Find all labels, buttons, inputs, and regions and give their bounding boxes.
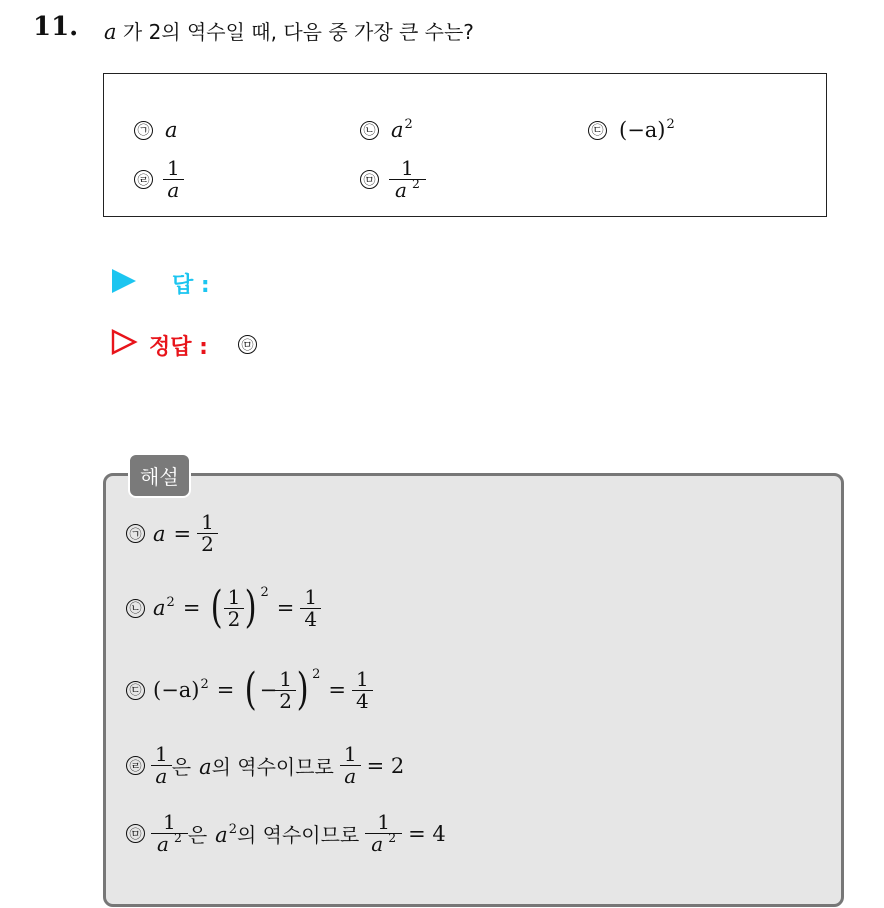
denominator-base: a bbox=[371, 832, 384, 856]
result-fraction bbox=[302, 584, 319, 631]
choice-2-base: a bbox=[391, 118, 404, 142]
denominator-exponent: 2 bbox=[173, 830, 182, 846]
paren-exponent: 2 bbox=[260, 584, 269, 600]
choice-marker-4: ㉣ bbox=[134, 170, 153, 189]
reason-text: 의 역수이므로 bbox=[211, 755, 334, 779]
solution-tag: 해설 bbox=[128, 453, 191, 498]
solution-marker-1: ㉠ bbox=[126, 524, 145, 543]
choice-4-numerator: 1 bbox=[167, 156, 180, 180]
exponent: 2 bbox=[200, 676, 209, 692]
solution-line-1 bbox=[126, 512, 216, 555]
choices-box bbox=[103, 73, 827, 217]
numerator: 1 bbox=[155, 742, 168, 766]
denominator: 4 bbox=[355, 688, 369, 713]
variable: a bbox=[199, 755, 212, 779]
denominator-exponent: 2 bbox=[388, 830, 397, 846]
question-text bbox=[104, 16, 474, 45]
solution-3-paren-group bbox=[242, 664, 321, 715]
choice-2-exponent: 2 bbox=[404, 116, 413, 132]
choice-5-denominator-base: a bbox=[395, 178, 407, 202]
numerator: 1 bbox=[279, 666, 292, 691]
denominator: 2 bbox=[201, 532, 214, 556]
choice-4-denominator: a bbox=[167, 178, 180, 202]
choice-5-fraction bbox=[391, 158, 424, 201]
choice-2[interactable] bbox=[360, 118, 413, 142]
choice-5-denominator-exponent: 2 bbox=[411, 176, 420, 192]
minus-sign: − bbox=[259, 678, 278, 702]
numerator: 1 bbox=[227, 584, 241, 609]
inner-fraction bbox=[226, 584, 243, 631]
reason-text: 의 역수이므로 bbox=[236, 823, 360, 847]
equals: = bbox=[182, 596, 201, 620]
numerator: 1 bbox=[163, 810, 176, 834]
right-paren: ) bbox=[244, 582, 257, 633]
choice-5[interactable] bbox=[360, 158, 424, 201]
solution-marker-4: ㉣ bbox=[126, 756, 145, 775]
solution-line-5 bbox=[126, 812, 446, 855]
correct-answer-value: ㉤ bbox=[238, 335, 257, 354]
equals: = bbox=[328, 678, 346, 702]
choice-marker-1: ㉠ bbox=[134, 121, 153, 140]
base: (−a) bbox=[153, 678, 200, 702]
question-text-tail: 가 2의 역수일 때, 다음 중 가장 큰 수는? bbox=[116, 20, 474, 44]
denominator: 2 bbox=[227, 606, 241, 631]
answer-arrow-icon bbox=[110, 267, 138, 295]
left-paren: ( bbox=[244, 664, 258, 715]
numerator: 1 bbox=[343, 742, 357, 766]
choice-marker-2: ㉡ bbox=[360, 121, 379, 140]
denominator: a bbox=[155, 764, 168, 788]
choice-3[interactable] bbox=[588, 118, 675, 142]
denominator: 2 bbox=[279, 688, 292, 713]
solution-1-fraction bbox=[199, 512, 216, 555]
choice-1[interactable] bbox=[134, 118, 178, 142]
exponent: 2 bbox=[166, 594, 175, 610]
solution-marker-2: ㉡ bbox=[126, 599, 145, 618]
choice-1-value: a bbox=[165, 118, 178, 142]
solution-marker-3: ㉢ bbox=[126, 681, 145, 700]
right-paren: ) bbox=[296, 664, 309, 715]
exponent: 2 bbox=[228, 821, 237, 837]
rhs-fraction bbox=[367, 812, 400, 855]
choice-5-numerator: 1 bbox=[401, 156, 414, 180]
inner-fraction bbox=[277, 666, 294, 713]
correct-arrow-icon bbox=[110, 328, 138, 356]
particle-text: 은 bbox=[187, 823, 208, 847]
choice-4-fraction bbox=[165, 158, 182, 201]
choice-4[interactable] bbox=[134, 158, 182, 201]
denominator-base: a bbox=[157, 832, 169, 856]
solution-1-lhs: a bbox=[153, 521, 166, 546]
numerator: 1 bbox=[201, 510, 214, 534]
rhs-fraction bbox=[342, 744, 359, 787]
variable: a bbox=[215, 823, 228, 847]
denominator: a bbox=[344, 764, 357, 788]
denominator: 4 bbox=[304, 606, 318, 631]
choice-marker-3: ㉢ bbox=[588, 121, 607, 140]
result-fraction bbox=[354, 666, 371, 713]
solution-line-2 bbox=[126, 582, 319, 633]
numerator: 1 bbox=[355, 666, 369, 691]
numerator: 1 bbox=[304, 584, 318, 609]
equals: = bbox=[276, 596, 295, 620]
solution-line-4 bbox=[126, 744, 404, 787]
answer-label: 답 : bbox=[172, 273, 210, 298]
question-number: 11. bbox=[33, 12, 79, 42]
lhs-fraction bbox=[153, 744, 170, 787]
choice-3-base: (−a) bbox=[619, 118, 666, 142]
solution-line-3 bbox=[126, 664, 371, 715]
solution-2-paren-group bbox=[208, 582, 269, 633]
choice-marker-5: ㉤ bbox=[360, 170, 379, 189]
left-paren: ( bbox=[210, 582, 224, 633]
equals: = bbox=[216, 678, 235, 702]
base: a bbox=[153, 596, 166, 620]
correct-answer-label: 정답 : bbox=[149, 335, 208, 360]
lhs-fraction bbox=[153, 812, 186, 855]
result: = 4 bbox=[408, 821, 446, 846]
solution-marker-5: ㉤ bbox=[126, 824, 145, 843]
particle-text: 은 bbox=[171, 755, 192, 779]
numerator: 1 bbox=[377, 810, 391, 834]
result: = 2 bbox=[366, 753, 405, 778]
question-variable: a bbox=[104, 20, 117, 44]
paren-exponent: 2 bbox=[312, 666, 321, 682]
solution-1-equals: = bbox=[173, 521, 192, 546]
choice-3-exponent: 2 bbox=[666, 116, 675, 132]
